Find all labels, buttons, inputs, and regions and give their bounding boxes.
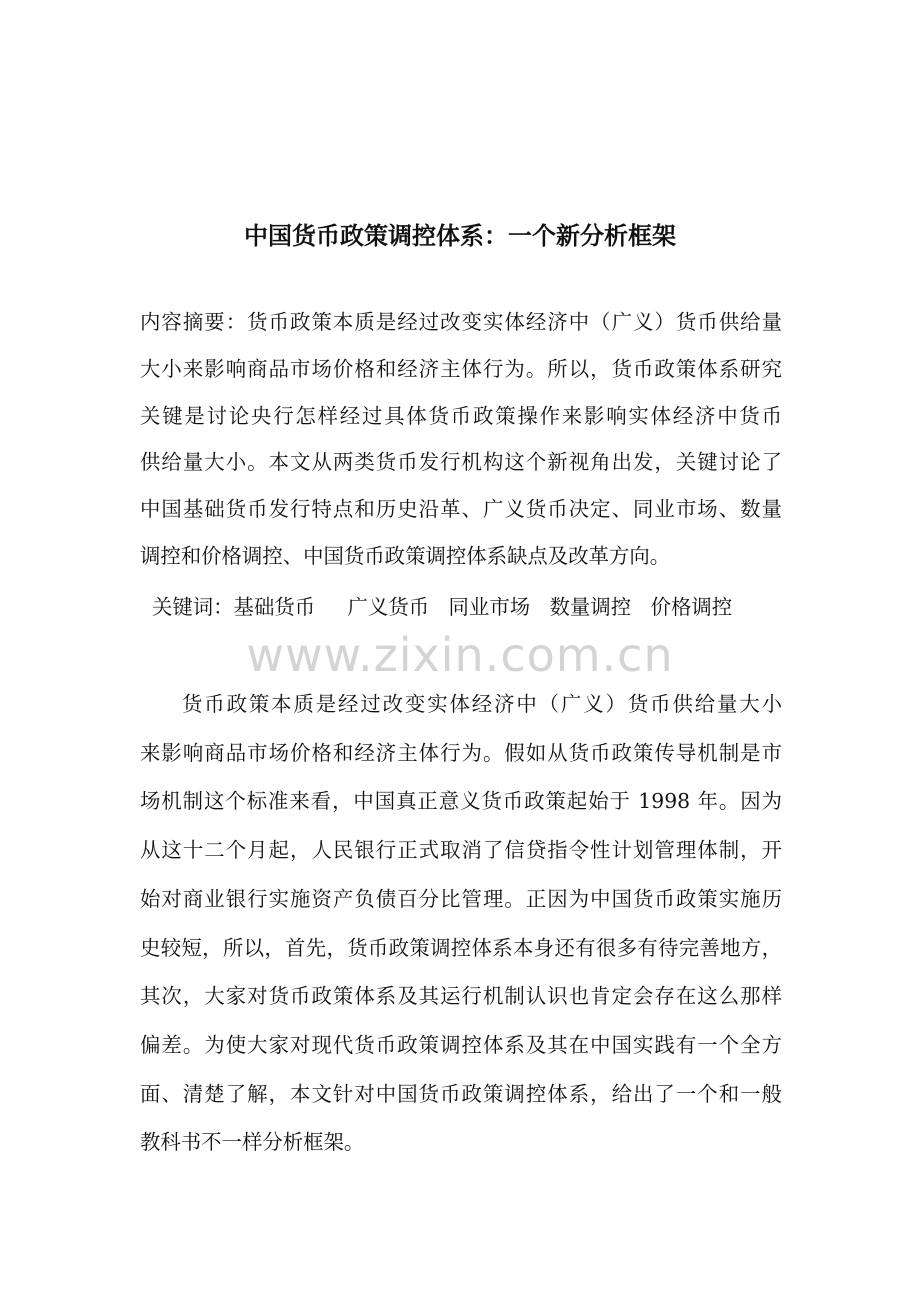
text-line: 教科书不一样分析框架。	[140, 1130, 365, 1155]
text-line: 面、清楚了解，本文针对中国货币政策调控体系，给出了一个和一般	[140, 1081, 782, 1106]
text-line: 供给量大小。本文从两类货币发行机构这个新视角出发，关键讨论了	[140, 450, 782, 475]
text-line: 内容摘要：货币政策本质是经过改变实体经济中（广义）货币供给量	[140, 310, 782, 334]
keywords: 关键词：基础货币 广义货币 同业市场 数量调控 价格调控	[152, 595, 733, 619]
text-line: 其次，大家对货币政策体系及其运行机制认识也肯定会存在这么那样	[140, 984, 782, 1009]
text-line: 史较短，所以，首先，货币政策调控体系本身还有很多有待完善地方，	[140, 935, 782, 960]
text-line: 场机制这个标准来看，中国真正意义货币政策起始于 1998 年。因为	[140, 789, 782, 814]
text-line: 从这十二个月起，人民银行正式取消了信贷指令性计划管理体制，开	[140, 838, 782, 863]
text-line: 大小来影响商品市场价格和经济主体行为。所以，货币政策体系研究	[140, 356, 782, 381]
text-line: 始对商业银行实施资产负债百分比管理。正因为中国货币政策实施历	[140, 886, 782, 911]
text-line: 中国基础货币发行特点和历史沿革、广义货币决定、同业市场、数量	[140, 497, 782, 522]
text-line: 关键是讨论央行怎样经过具体货币政策操作来影响实体经济中货币	[140, 403, 782, 428]
text-line: 调控和价格调控、中国货币政策调控体系缺点及改革方向。	[140, 544, 671, 568]
watermark: www.zixin.com.cn	[246, 628, 674, 682]
text-line: 来影响商品市场价格和经济主体行为。假如从货币政策传导机制是市	[140, 740, 782, 765]
document-title: 中国货币政策调控体系：一个新分析框架	[244, 222, 676, 250]
text-line: 货币政策本质是经过改变实体经济中（广义）货币供给量大小	[182, 692, 782, 716]
text-line: 偏差。为使大家对现代货币政策调控体系及其在中国实践有一个全方	[140, 1032, 782, 1057]
